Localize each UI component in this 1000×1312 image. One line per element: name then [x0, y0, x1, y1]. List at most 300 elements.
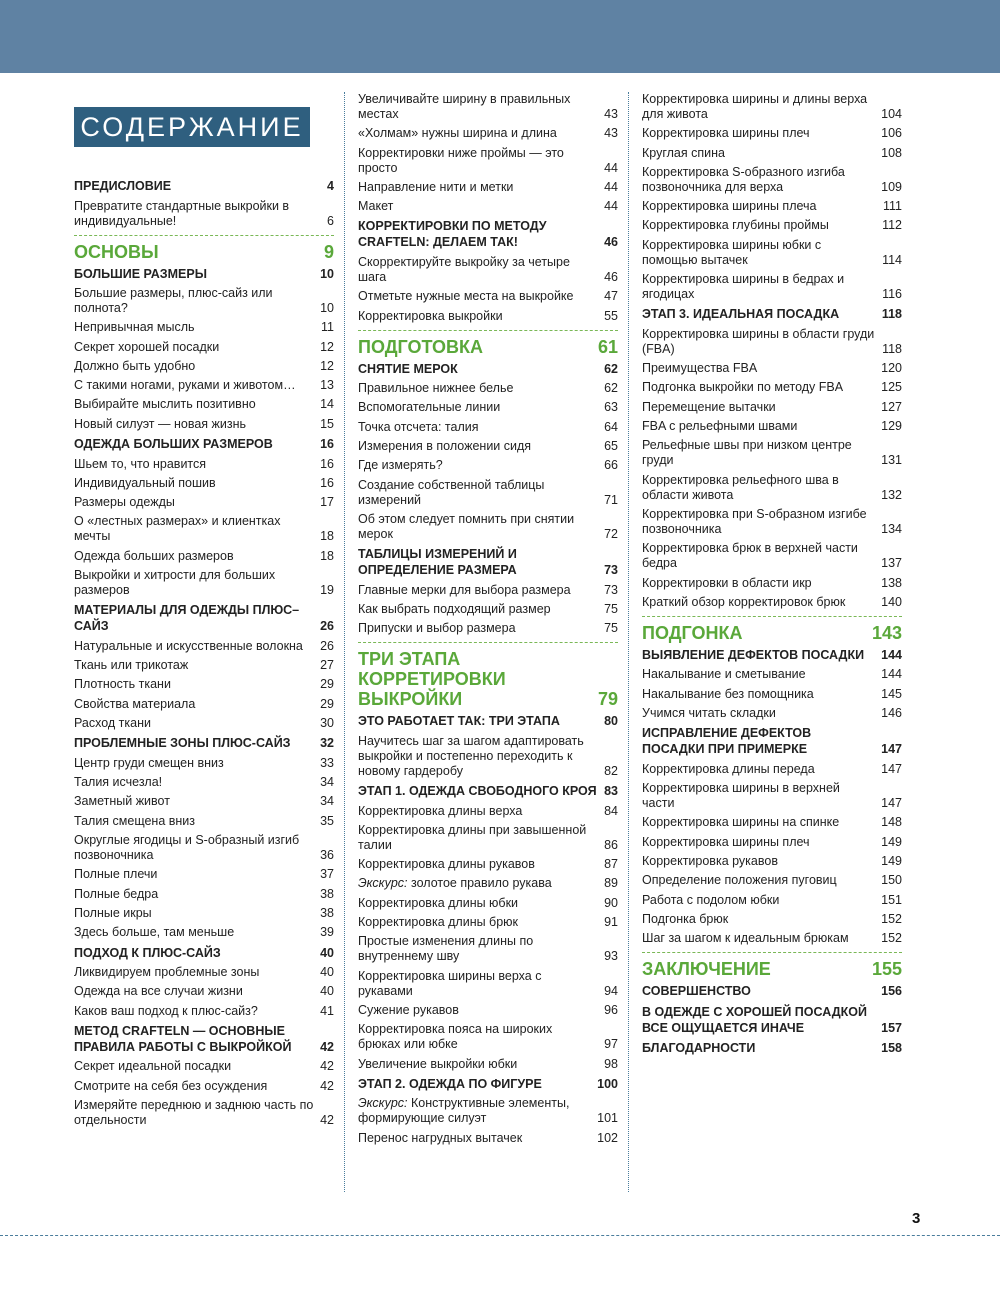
toc-entry[interactable] [358, 400, 618, 415]
toc-entry[interactable] [74, 697, 334, 712]
toc-entry-title: Каков ваш подход к плюс-сайз? [74, 1003, 258, 1018]
toc-page-number: 42 [320, 1039, 334, 1054]
toc-entry[interactable] [642, 706, 902, 721]
toc-entry[interactable] [642, 873, 902, 888]
toc-entry-title: Полные бедра [74, 886, 159, 901]
toc-section[interactable] [74, 235, 334, 262]
toc-page-number: 6 [327, 213, 334, 228]
toc-entry[interactable] [358, 1096, 618, 1126]
toc-page-number: 75 [604, 621, 618, 636]
toc-entry-title: ОДЕЖДА БОЛЬШИХ РАЗМЕРОВ [74, 437, 273, 452]
toc-entry[interactable] [74, 417, 334, 432]
toc-entry[interactable] [358, 969, 618, 999]
toc-subheading[interactable] [642, 647, 902, 663]
column-divider [628, 92, 629, 1192]
toc-entry[interactable] [358, 915, 618, 930]
toc-entry[interactable] [642, 380, 902, 395]
toc-entry[interactable] [642, 667, 902, 682]
toc-page-number: 137 [881, 556, 902, 571]
toc-subheading[interactable] [358, 361, 618, 377]
toc-entry-title: Корректировка ширины верха с рукавами [358, 968, 542, 998]
toc-entry[interactable] [358, 146, 618, 176]
toc-page-number: 72 [604, 526, 618, 541]
toc-entry-title: Корректировка глубины проймы [642, 218, 829, 233]
toc-page-number: 143 [871, 622, 902, 643]
toc-entry-title: FBA с рельефными швами [642, 419, 798, 434]
toc-entry-title: Плотность ткани [74, 677, 171, 692]
toc-page-number: 83 [604, 784, 618, 799]
toc-entry[interactable] [358, 126, 618, 141]
toc-entry[interactable] [642, 473, 902, 503]
toc-page-number: 38 [320, 886, 334, 901]
toc-entry[interactable] [642, 92, 902, 122]
toc-entry[interactable] [74, 677, 334, 692]
toc-page-number: 35 [320, 813, 334, 828]
toc-page-number: 90 [604, 895, 618, 910]
toc-entry[interactable] [358, 255, 618, 285]
page-title: СОДЕРЖАНИЕ [74, 107, 310, 147]
toc-entry[interactable] [74, 756, 334, 771]
toc-entry-title: Направление нити и метки [358, 179, 514, 194]
toc-page-number: 118 [882, 341, 902, 356]
toc-entry-title: Выкройки и хитрости для больших размеров [74, 568, 276, 598]
toc-page-number: 10 [320, 266, 334, 281]
toc-entry[interactable] [358, 876, 618, 891]
toc-page-number: 26 [320, 638, 334, 653]
toc-page-number: 150 [881, 873, 902, 888]
toc-subheading[interactable] [74, 178, 334, 194]
toc-entry[interactable] [642, 912, 902, 927]
toc-subheading[interactable] [74, 735, 334, 751]
toc-entry-title: Корректировка длины юбки [358, 895, 519, 910]
toc-entry[interactable] [642, 507, 902, 537]
toc-entry-title: Как выбрать подходящий размер [358, 601, 551, 616]
toc-page-number: 79 [597, 689, 618, 710]
toc-entry[interactable] [74, 658, 334, 673]
toc-page-number: 44 [604, 179, 618, 194]
toc-page-number: 152 [881, 931, 902, 946]
toc-entry[interactable] [74, 833, 334, 863]
toc-entry[interactable] [74, 1079, 334, 1094]
toc-entry[interactable] [642, 126, 902, 141]
toc-page-number: 65 [604, 438, 618, 453]
toc-entry-title: МЕТОД CRAFTELN — ОСНОВНЫЕ ПРАВИЛА РАБОТЫ С ВЫКРОЙКОЙ [74, 1023, 292, 1054]
toc-page-number: 16 [320, 475, 334, 490]
toc-entry-title: ПОДГОТОВКА [358, 336, 484, 357]
toc-page-number: 114 [882, 252, 902, 267]
toc-page-number: 131 [881, 453, 902, 468]
toc-entry-title: Размеры одежды [74, 495, 175, 510]
toc-entry[interactable] [642, 272, 902, 302]
toc-entry[interactable] [74, 1004, 334, 1019]
toc-page-number: 42 [320, 1078, 334, 1093]
toc-entry-title: Об этом следует помнить при снятии мерок [358, 511, 575, 541]
toc-page-number: 147 [881, 796, 902, 811]
toc-page-number: 156 [881, 984, 902, 999]
toc-entry-title: Корректировка рукавов [642, 853, 778, 868]
toc-entry-title: Преимущества FBA [642, 361, 758, 376]
toc-entry-title: ИСПРАВЛЕНИЕ ДЕФЕКТОВ ПОСАДКИ ПРИ ПРИМЕРКЕ [642, 726, 812, 757]
toc-entry[interactable] [74, 568, 334, 598]
toc-section[interactable] [642, 616, 902, 643]
toc-entry-title: Корректировка пояса на широких брюках или юбке [358, 1022, 553, 1052]
toc-entry[interactable] [358, 602, 618, 617]
toc-entry-title: Секрет хорошей посадки [74, 339, 220, 354]
toc-entry[interactable] [358, 439, 618, 454]
toc-entry[interactable] [358, 420, 618, 435]
toc-entry-text: золотое правило рукава [407, 876, 552, 891]
toc-entry[interactable] [642, 199, 902, 214]
toc-entry[interactable] [74, 925, 334, 940]
toc-entry-title: Большие размеры, плюс-сайз или полнота? [74, 286, 273, 315]
toc-entry[interactable] [74, 397, 334, 412]
toc-entry-title: Полные плечи [74, 867, 158, 882]
toc-entry[interactable] [642, 595, 902, 610]
toc-entry-title: ТАБЛИЦЫ ИЗМЕРЕНИЙ И ОПРЕДЕЛЕНИЕ РАЗМЕРА [358, 547, 517, 578]
toc-entry[interactable] [358, 823, 618, 853]
toc-entry-title: ПРОБЛЕМНЫЕ ЗОНЫ ПЛЮС-САЙЗ [74, 736, 291, 751]
toc-entry[interactable] [642, 438, 902, 468]
toc-entry-title: ПРЕДИСЛОВИЕ [74, 179, 172, 193]
toc-page-number: 47 [604, 289, 618, 304]
toc-page-number: 80 [604, 714, 618, 729]
toc-subheading[interactable] [642, 1040, 902, 1056]
header-bar [0, 0, 1000, 73]
toc-page-number: 15 [320, 416, 334, 431]
toc-subheading[interactable] [74, 266, 334, 282]
toc-subheading[interactable] [74, 945, 334, 961]
toc-entry[interactable] [358, 583, 618, 598]
toc-page-number: 140 [881, 594, 902, 609]
toc-subheading[interactable] [358, 1076, 618, 1092]
toc-subheading[interactable] [642, 983, 902, 999]
toc-subheading[interactable] [74, 436, 334, 452]
page-number: 3 [912, 1210, 921, 1227]
toc-subheading[interactable] [642, 1004, 902, 1036]
toc-entry[interactable] [74, 887, 334, 902]
toc-entry-title: Создание собственной таблицы измерений [358, 477, 545, 507]
toc-entry[interactable] [358, 512, 618, 542]
toc-page-number: 29 [320, 677, 334, 692]
toc-entry-title: БОЛЬШИЕ РАЗМЕРЫ [74, 266, 207, 281]
toc-page-number: 132 [881, 487, 902, 502]
toc-entry-title: Корректировка ширины в области груди (FBA) [642, 326, 875, 356]
toc-entry[interactable] [74, 514, 334, 544]
toc-page-number: 89 [604, 876, 618, 891]
toc-section[interactable] [642, 952, 902, 979]
toc-entry[interactable] [74, 906, 334, 921]
toc-page-number: 32 [320, 736, 334, 751]
toc-section[interactable] [358, 330, 618, 357]
toc-entry-title: Корректировки ниже проймы — это просто [358, 145, 564, 175]
toc-page-number: 151 [881, 892, 902, 907]
toc-page-number: 44 [604, 160, 618, 175]
toc-page-number: 34 [320, 794, 334, 809]
toc-entry-title: Секрет идеальной посадки [74, 1059, 232, 1074]
toc-entry-title: Здесь больше, там меньше [74, 925, 235, 940]
toc-entry[interactable] [358, 934, 618, 964]
toc-page-number: 40 [320, 945, 334, 960]
toc-page-number: 42 [320, 1113, 334, 1127]
toc-entry-title: Перемещение вытачки [642, 399, 776, 414]
toc-entry[interactable] [74, 1059, 334, 1074]
toc-entry[interactable] [74, 814, 334, 829]
toc-entry-title: Смотрите на себя без осуждения [74, 1078, 268, 1093]
toc-entry-title: Корректировки в области икр [642, 575, 812, 590]
toc-page-number: 148 [881, 815, 902, 830]
toc-entry-title: Корректировка S-образного изгиба позвоночника для верха [642, 164, 845, 194]
toc-entry[interactable] [74, 775, 334, 790]
toc-entry-title: Корректировка длины переда [642, 761, 815, 776]
toc-entry[interactable] [642, 238, 902, 268]
toc-entry-title: ПОДХОД К ПЛЮС-САЙЗ [74, 945, 221, 960]
toc-page-number: 86 [604, 837, 618, 852]
toc-page-number: 138 [881, 575, 902, 590]
toc-entry[interactable] [642, 327, 902, 357]
toc-page-number: 55 [604, 308, 618, 323]
toc-page-number: 40 [320, 965, 334, 980]
toc-page-number: 61 [597, 336, 618, 357]
toc-section[interactable] [358, 642, 618, 709]
toc-page-number: 64 [604, 419, 618, 434]
toc-entry-title: Круглая спина [642, 145, 725, 160]
toc-page-number: 18 [320, 548, 334, 563]
toc-entry-title: Непривычная мысль [74, 320, 195, 335]
toc-entry[interactable] [358, 180, 618, 195]
toc-entry-title: ЭТАП 3. ИДЕАЛЬНАЯ ПОСАДКА [642, 307, 840, 322]
toc-entry-title: Корректировка длины при завышенной талии [358, 822, 587, 852]
toc-entry[interactable] [74, 476, 334, 491]
toc-entry-title: Корректировка при S-образном изгибе позвоночника [642, 506, 867, 536]
toc-page-number: 125 [881, 380, 902, 395]
toc-page-number: 108 [881, 145, 902, 160]
toc-entry[interactable] [358, 458, 618, 473]
toc-entry[interactable] [358, 309, 618, 324]
toc-page-number: 145 [881, 686, 902, 701]
toc-entry[interactable] [74, 320, 334, 335]
toc-entry-title: Корректировка длины верха [358, 803, 523, 818]
toc-page-number: 134 [881, 521, 902, 536]
toc-page-number: 104 [881, 107, 902, 121]
toc-page-number: 120 [881, 361, 902, 376]
toc-page-number: 27 [320, 658, 334, 673]
toc-entry[interactable] [74, 965, 334, 980]
toc-subheading[interactable] [74, 1023, 334, 1055]
toc-entry[interactable] [642, 854, 902, 869]
toc-entry-title: ЭТАП 1. ОДЕЖДА СВОБОДНОГО КРОЯ [358, 784, 597, 799]
toc-subheading[interactable] [358, 713, 618, 729]
toc-entry[interactable] [642, 762, 902, 777]
toc-page-number: 84 [604, 803, 618, 818]
toc-entry-title: Заметный живот [74, 794, 170, 809]
toc-entry[interactable] [642, 218, 902, 233]
toc-entry[interactable] [358, 1131, 618, 1146]
toc-entry-title: Шаг за шагом к идеальным брюкам [642, 931, 849, 946]
toc-page-number: 10 [320, 301, 334, 315]
toc-entry-title: Корректировка ширины в верхней части [642, 781, 840, 811]
toc-entry[interactable] [642, 165, 902, 195]
toc-entry-title: Корректировка рельефного шва в области живота [642, 472, 839, 502]
toc-entry-title: Корректировка ширины на спинке [642, 815, 840, 830]
toc-page-number: 26 [320, 619, 334, 634]
toc-entry-title: Главные мерки для выбора размера [358, 582, 571, 597]
toc-page-number: 34 [320, 775, 334, 790]
toc-page-number: 9 [323, 241, 334, 262]
toc-entry-title: ПОДГОНКА [642, 622, 743, 643]
toc-entry[interactable] [642, 576, 902, 591]
toc-page-number: 96 [604, 1002, 618, 1017]
toc-entry[interactable] [642, 835, 902, 850]
toc-entry[interactable] [642, 541, 902, 571]
toc-entry-title: Корректировка длины брюк [358, 915, 519, 930]
toc-entry[interactable] [642, 361, 902, 376]
toc-entry[interactable] [358, 621, 618, 636]
toc-entry-title: Корректировка выкройки [358, 308, 503, 323]
toc-page-number: 66 [604, 458, 618, 473]
toc-entry[interactable] [358, 478, 618, 508]
toc-entry[interactable] [74, 984, 334, 999]
toc-entry-title: Должно быть удобно [74, 358, 196, 373]
toc-entry[interactable] [642, 419, 902, 434]
toc-page-number: 12 [320, 358, 334, 373]
toc-page-number: 106 [881, 126, 902, 141]
toc-entry[interactable] [642, 781, 902, 811]
toc-entry-title: Расход ткани [74, 716, 151, 731]
toc-entry-title: Увеличение выкройки юбки [358, 1056, 518, 1071]
toc-page-number: 149 [881, 834, 902, 849]
toc-page-number: 13 [320, 378, 334, 393]
toc-entry-title: Простые изменения длины по внутреннему шву [358, 934, 534, 964]
toc-entry[interactable] [74, 457, 334, 472]
toc-entry[interactable] [74, 340, 334, 355]
toc-page-number: 42 [320, 1059, 334, 1074]
toc-entry[interactable] [74, 286, 334, 316]
toc-page-number: 97 [604, 1037, 618, 1052]
toc-entry[interactable] [74, 1098, 334, 1128]
toc-entry-title: Измеряйте переднюю и заднюю часть по отдельности [74, 1098, 314, 1127]
toc-entry-title: Определение положения пуговиц [642, 873, 837, 888]
toc-page-number: 109 [881, 179, 902, 194]
toc-entry-title: Округлые ягодицы и S-образный изгиб позвоночника [74, 833, 300, 863]
toc-page-number: 144 [881, 667, 902, 682]
toc-entry[interactable] [74, 495, 334, 510]
toc-page-number: 149 [881, 853, 902, 868]
toc-page-number: 147 [881, 761, 902, 776]
toc-entry-title: Подгонка брюк [642, 911, 729, 926]
toc-entry[interactable] [358, 1057, 618, 1072]
toc-subheading[interactable] [358, 783, 618, 799]
toc-page-number: 62 [604, 381, 618, 396]
toc-entry-title: Выбирайте мыслить позитивно [74, 397, 256, 412]
toc-entry[interactable] [358, 92, 618, 122]
toc-page-number: 146 [881, 705, 902, 720]
toc-page-number: 40 [320, 984, 334, 999]
toc-entry-title: Припуски и выбор размера [358, 621, 516, 636]
toc-entry-prefix: Экскурс: [358, 876, 408, 891]
toc-page-number: 17 [320, 495, 334, 510]
toc-subheading[interactable] [74, 602, 334, 634]
toc-entry[interactable] [358, 857, 618, 872]
toc-entry[interactable] [74, 639, 334, 654]
toc-entry-title: Краткий обзор корректировок брюк [642, 594, 846, 609]
toc-entry[interactable] [74, 867, 334, 882]
toc-subheading[interactable] [642, 306, 902, 322]
toc-subheading[interactable] [358, 546, 618, 578]
toc-entry[interactable] [74, 794, 334, 809]
toc-entry-title: Сужение рукавов [358, 1002, 459, 1017]
toc-entry-title: Учимся читать складки [642, 705, 776, 720]
toc-entry-title: Превратите стандартные выкройки в индивидуальные! [74, 198, 290, 228]
toc-entry-title: Свойства материала [74, 696, 196, 711]
toc-entry-title: Накалывание без помощника [642, 686, 814, 701]
toc-entry[interactable] [358, 289, 618, 304]
toc-entry-title: Рельефные швы при низком центре груди [642, 438, 852, 468]
toc-page-number: 118 [881, 307, 902, 322]
toc-entry[interactable] [358, 1022, 618, 1052]
toc-entry-title: Корректировка ширины плеч [642, 126, 810, 141]
toc-page-number: 44 [604, 199, 618, 214]
toc-entry[interactable] [358, 734, 618, 779]
toc-entry-title: Ликвидируем проблемные зоны [74, 965, 260, 980]
toc-entry-title: ВЫЯВЛЕНИЕ ДЕФЕКТОВ ПОСАДКИ [642, 647, 865, 662]
toc-subheading[interactable] [642, 725, 902, 757]
toc-page-number: 63 [604, 400, 618, 415]
toc-page-number: 18 [320, 529, 334, 544]
toc-entry[interactable] [358, 1003, 618, 1018]
toc-entry-title: ОСНОВЫ [74, 241, 159, 262]
toc-entry[interactable] [358, 381, 618, 396]
toc-entry[interactable] [74, 359, 334, 374]
toc-entry-title: Увеличивайте ширину в правильных местах [358, 92, 571, 121]
toc-entry[interactable] [642, 931, 902, 946]
toc-page-number: 71 [604, 492, 618, 507]
toc-entry[interactable] [74, 549, 334, 564]
toc-entry[interactable] [642, 400, 902, 415]
toc-subheading[interactable] [358, 218, 618, 250]
toc-entry[interactable] [74, 378, 334, 393]
toc-entry[interactable] [74, 716, 334, 731]
toc-entry-title: Корректировка длины рукавов [358, 857, 535, 872]
toc-entry[interactable] [358, 804, 618, 819]
toc-entry-title: Накалывание и сметывание [642, 667, 806, 682]
toc-entry[interactable] [358, 896, 618, 911]
toc-page-number: 111 [882, 199, 902, 214]
toc-column-2 [358, 92, 618, 1150]
toc-entry[interactable] [642, 893, 902, 908]
toc-column-3 [642, 92, 902, 1061]
toc-entry-title: Корректировка ширины плеча [642, 199, 817, 214]
toc-page-number: 101 [597, 1111, 618, 1126]
toc-entry-title: Полные икры [74, 905, 152, 920]
toc-entry-title: СНЯТИЕ МЕРОК [358, 361, 458, 376]
toc-page-number: 4 [327, 179, 334, 193]
toc-entry-title: ТРИ ЭТАПА КОРРЕТИРОВКИ ВЫКРОЙКИ [358, 649, 506, 710]
toc-page-number: 129 [881, 419, 902, 434]
toc-entry-title: Правильное нижнее белье [358, 381, 514, 396]
toc-page-number: 36 [320, 848, 334, 863]
toc-entry[interactable] [642, 687, 902, 702]
toc-page-number: 16 [320, 437, 334, 452]
toc-entry-title: Вспомогательные линии [358, 400, 501, 415]
toc-entry[interactable] [358, 199, 618, 214]
toc-entry[interactable] [642, 815, 902, 830]
toc-entry-title: Макет [358, 199, 394, 214]
toc-entry[interactable] [642, 146, 902, 161]
toc-entry[interactable] [74, 199, 334, 229]
toc-page-number: 33 [320, 755, 334, 770]
toc-page-number: 102 [597, 1130, 618, 1145]
toc-entry-text: Конструктивные элементы, формирующие силуэт [358, 1096, 570, 1126]
